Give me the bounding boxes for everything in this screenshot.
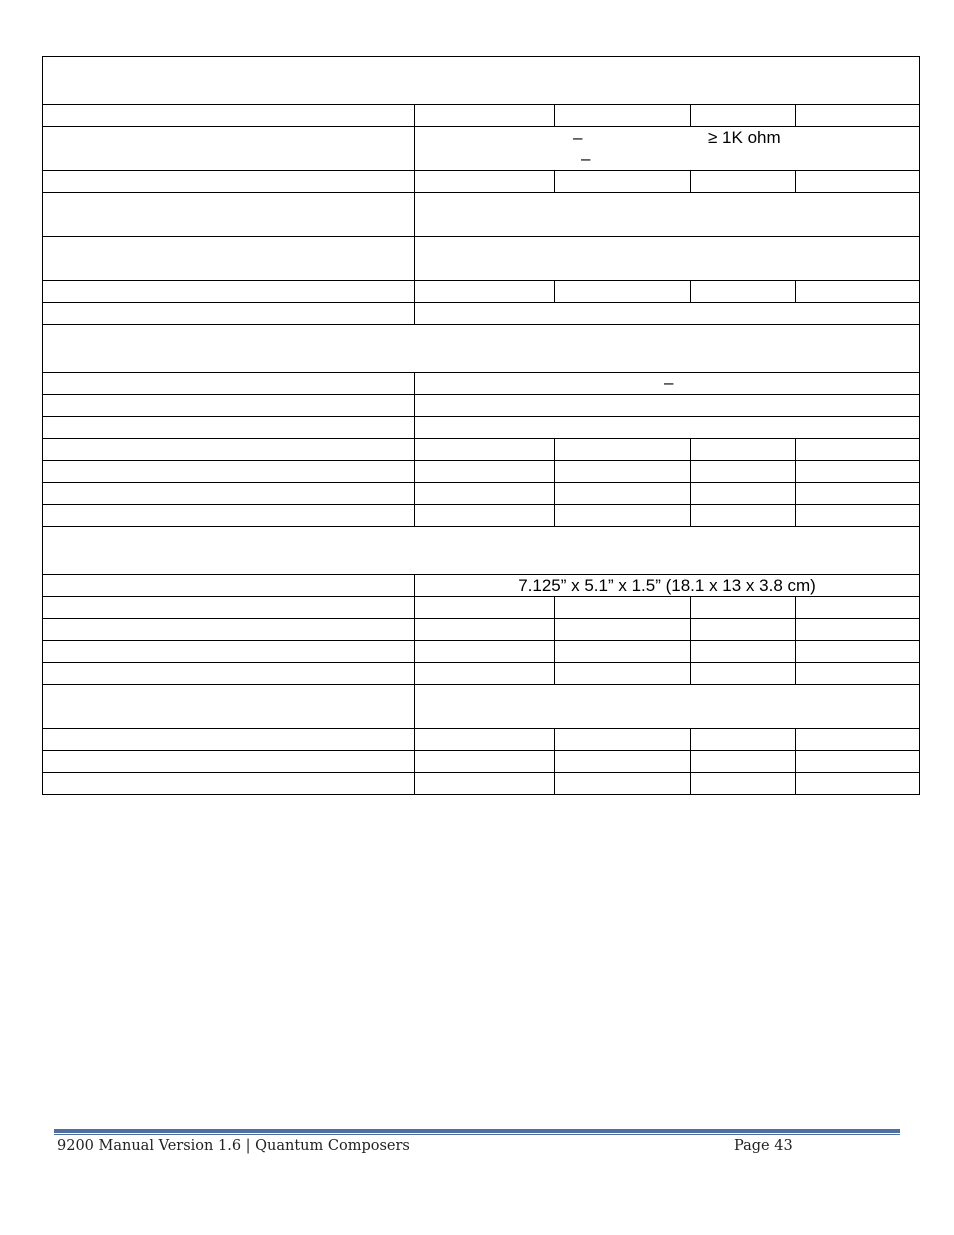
- table-row: [43, 773, 920, 795]
- table-row: [43, 597, 920, 619]
- table-row: [43, 685, 920, 729]
- table-row: [43, 505, 920, 527]
- table-row: [43, 641, 920, 663]
- table-row: [43, 751, 920, 773]
- dimensions-cell: [415, 575, 920, 597]
- section-header-row: [43, 527, 920, 575]
- table-row: [43, 127, 920, 171]
- table-row: [43, 729, 920, 751]
- dash-text: –: [573, 128, 583, 147]
- table-row: [43, 461, 920, 483]
- table-row: [43, 281, 920, 303]
- table-row: [43, 105, 920, 127]
- table-row: [43, 395, 920, 417]
- table-row: [43, 619, 920, 641]
- impedance-text: ≥ 1K ohm: [708, 128, 781, 147]
- impedance-cell: [415, 127, 920, 171]
- table-row: [43, 237, 920, 281]
- section-header-row: [43, 325, 920, 373]
- table-row: [43, 417, 920, 439]
- table-row: [43, 171, 920, 193]
- footer-rule-thin: [54, 1134, 900, 1135]
- table-row: [43, 439, 920, 461]
- dash-text: –: [581, 149, 591, 168]
- specification-table: [42, 56, 920, 795]
- table-row: [43, 193, 920, 237]
- table-row: [43, 575, 920, 597]
- page-number: Page 43: [734, 1138, 793, 1154]
- dimensions-text: 7.125” x 5.1” x 1.5” (18.1 x 13 x 3.8 cm): [518, 575, 816, 595]
- dash-text: –: [664, 373, 674, 392]
- table-row: [43, 663, 920, 685]
- table-row: [43, 303, 920, 325]
- section-header-row: [43, 57, 920, 105]
- table-row: [43, 483, 920, 505]
- footer-rule: [54, 1129, 900, 1133]
- footer-title: 9200 Manual Version 1.6 | Quantum Composers: [57, 1138, 410, 1154]
- table-row: [43, 373, 920, 395]
